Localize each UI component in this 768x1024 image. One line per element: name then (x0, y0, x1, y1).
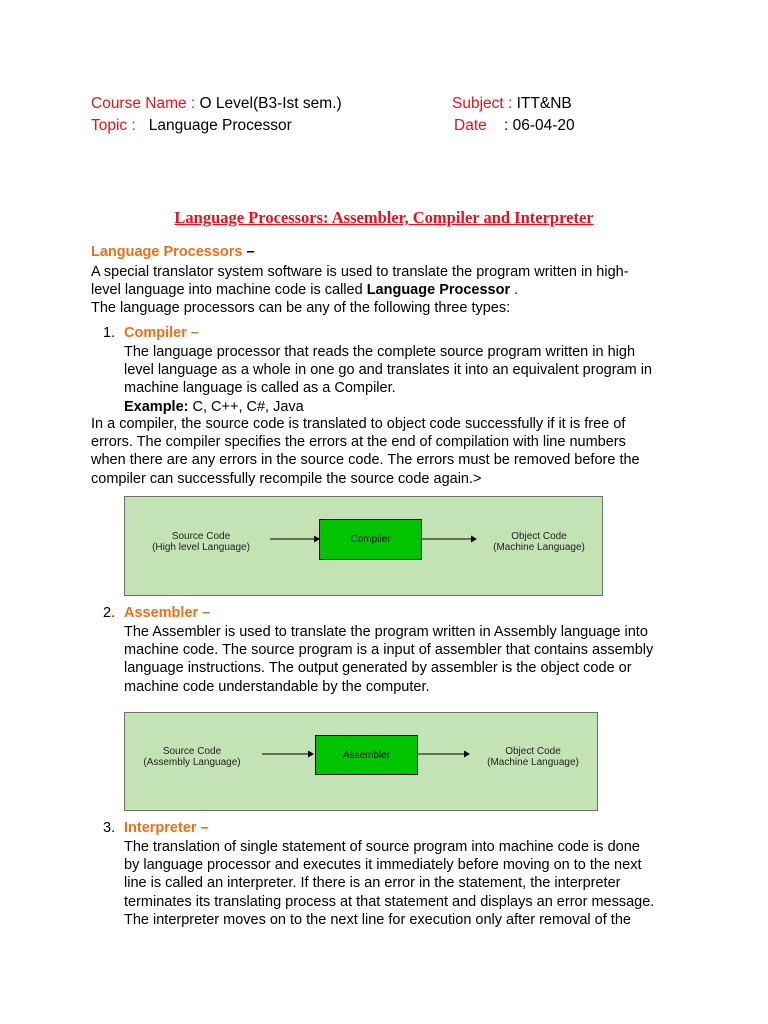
assembler-diagram (124, 712, 598, 811)
assembler-heading: Assembler – (124, 605, 211, 621)
compiler-arrow-out (422, 534, 477, 544)
intro-line2-bold: Language Processor (366, 282, 511, 299)
intro-heading-dash: – (242, 244, 255, 260)
compiler-example (124, 398, 652, 416)
assembler-line: machine code. The source program is a input of assembler that contains assembly (124, 642, 654, 659)
assembler-source-label (127, 746, 257, 768)
example-value: C, C++, C#, Java (188, 398, 304, 415)
assembler-object-line1: Object Code (505, 746, 561, 757)
course-label: Course Name : (91, 95, 200, 112)
assembler-box: Assembler (315, 735, 418, 775)
assembler-object-line2: (Machine Language) (487, 757, 579, 768)
topic-value: Language Processor (148, 117, 292, 134)
interpreter-line: line is called an interpreter. If there is an error in the statement, the interpreter (124, 875, 621, 892)
compiler-line: machine language is called as a Compiler. (124, 380, 396, 397)
compiler-source-label (131, 531, 271, 553)
date (454, 117, 575, 135)
assembler-arrow-in (262, 749, 314, 759)
interpreter-number: 3. (103, 820, 116, 836)
assembler-arrow-out (418, 749, 470, 759)
interpreter-line: The translation of single statement of source program into machine code is done (124, 839, 640, 855)
compiler-heading: Compiler – (124, 325, 199, 341)
compiler-line: The language processor that reads the complete source program written in high (124, 344, 636, 360)
assembler-line: language instructions. The output generated by assembler is the object code or (124, 660, 632, 677)
compiler-arrow-in (270, 534, 320, 544)
course-name (91, 95, 342, 113)
assembler-object-label (471, 746, 595, 768)
intro-heading-text: Language Processors (91, 244, 243, 260)
compiler-line: level language as a whole in one go and translates it into an equivalent program in (124, 362, 652, 379)
compiler-object-line2: (Machine Language) (493, 542, 585, 553)
subject (452, 95, 572, 113)
intro-line2-suffix: . (510, 282, 519, 299)
interpreter-line: by language processor and executes it immediately before moving on to the next (124, 857, 642, 874)
date-value: : 06-04-20 (503, 117, 575, 134)
intro-paragraph (91, 263, 629, 318)
intro-heading (91, 244, 255, 260)
compiler-extra-paragraph (91, 415, 640, 488)
compiler-source-line1: Source Code (171, 531, 231, 542)
assembler-line: The Assembler is used to translate the program written in Assembly language into (124, 624, 648, 640)
example-label: Example: (124, 398, 189, 415)
interpreter-line: terminates its translating process at that statement and displays an error message. (124, 893, 655, 910)
page-title: Language Processors: Assembler, Compiler and Interpreter (174, 208, 594, 227)
compiler-object-label (477, 531, 601, 553)
intro-line: A special translator system software is used to translate the program written in high- (91, 264, 629, 280)
compiler-extra-line: compiler can successfully recompile the source code again.> (91, 470, 482, 487)
compiler-object-line1: Object Code (511, 531, 567, 542)
course-value: O Level(B3-Ist sem.) (199, 95, 342, 112)
intro-line2-prefix: level language into machine code is called (91, 282, 367, 299)
assembler-line: machine code understandable by the computer. (124, 678, 430, 695)
date-label: Date (454, 117, 487, 134)
intro-line: The language processors can be any of the following three types: (91, 300, 511, 317)
subject-label: Subject : (452, 95, 517, 112)
compiler-diagram (124, 496, 603, 596)
compiler-extra-line: In a compiler, the source code is translated to object code successfully if it is free of (91, 416, 626, 432)
subject-value: ITT&NB (516, 95, 572, 112)
compiler-box: Compiler (319, 519, 422, 560)
assembler-source-line1: Source Code (162, 746, 222, 757)
assembler-source-line2: (Assembly Language) (143, 757, 241, 768)
interpreter-paragraph (124, 838, 654, 929)
compiler-paragraph (124, 343, 652, 416)
assembler-paragraph (124, 623, 653, 696)
compiler-extra-line: when there are any errors in the source code. The errors must be removed before the (91, 452, 640, 469)
intro-line (91, 281, 629, 299)
interpreter-line: The interpreter moves on to the next line for execution only after removal of the (124, 911, 631, 928)
assembler-number: 2. (103, 605, 116, 621)
topic-label: Topic : (91, 117, 141, 134)
compiler-extra-line: errors. The compiler specifies the errors at the end of compilation with line numbers (91, 434, 626, 451)
compiler-number: 1. (103, 325, 116, 341)
compiler-source-line2: (High level Language) (152, 542, 250, 553)
interpreter-heading: Interpreter – (124, 820, 209, 836)
topic (91, 117, 292, 135)
